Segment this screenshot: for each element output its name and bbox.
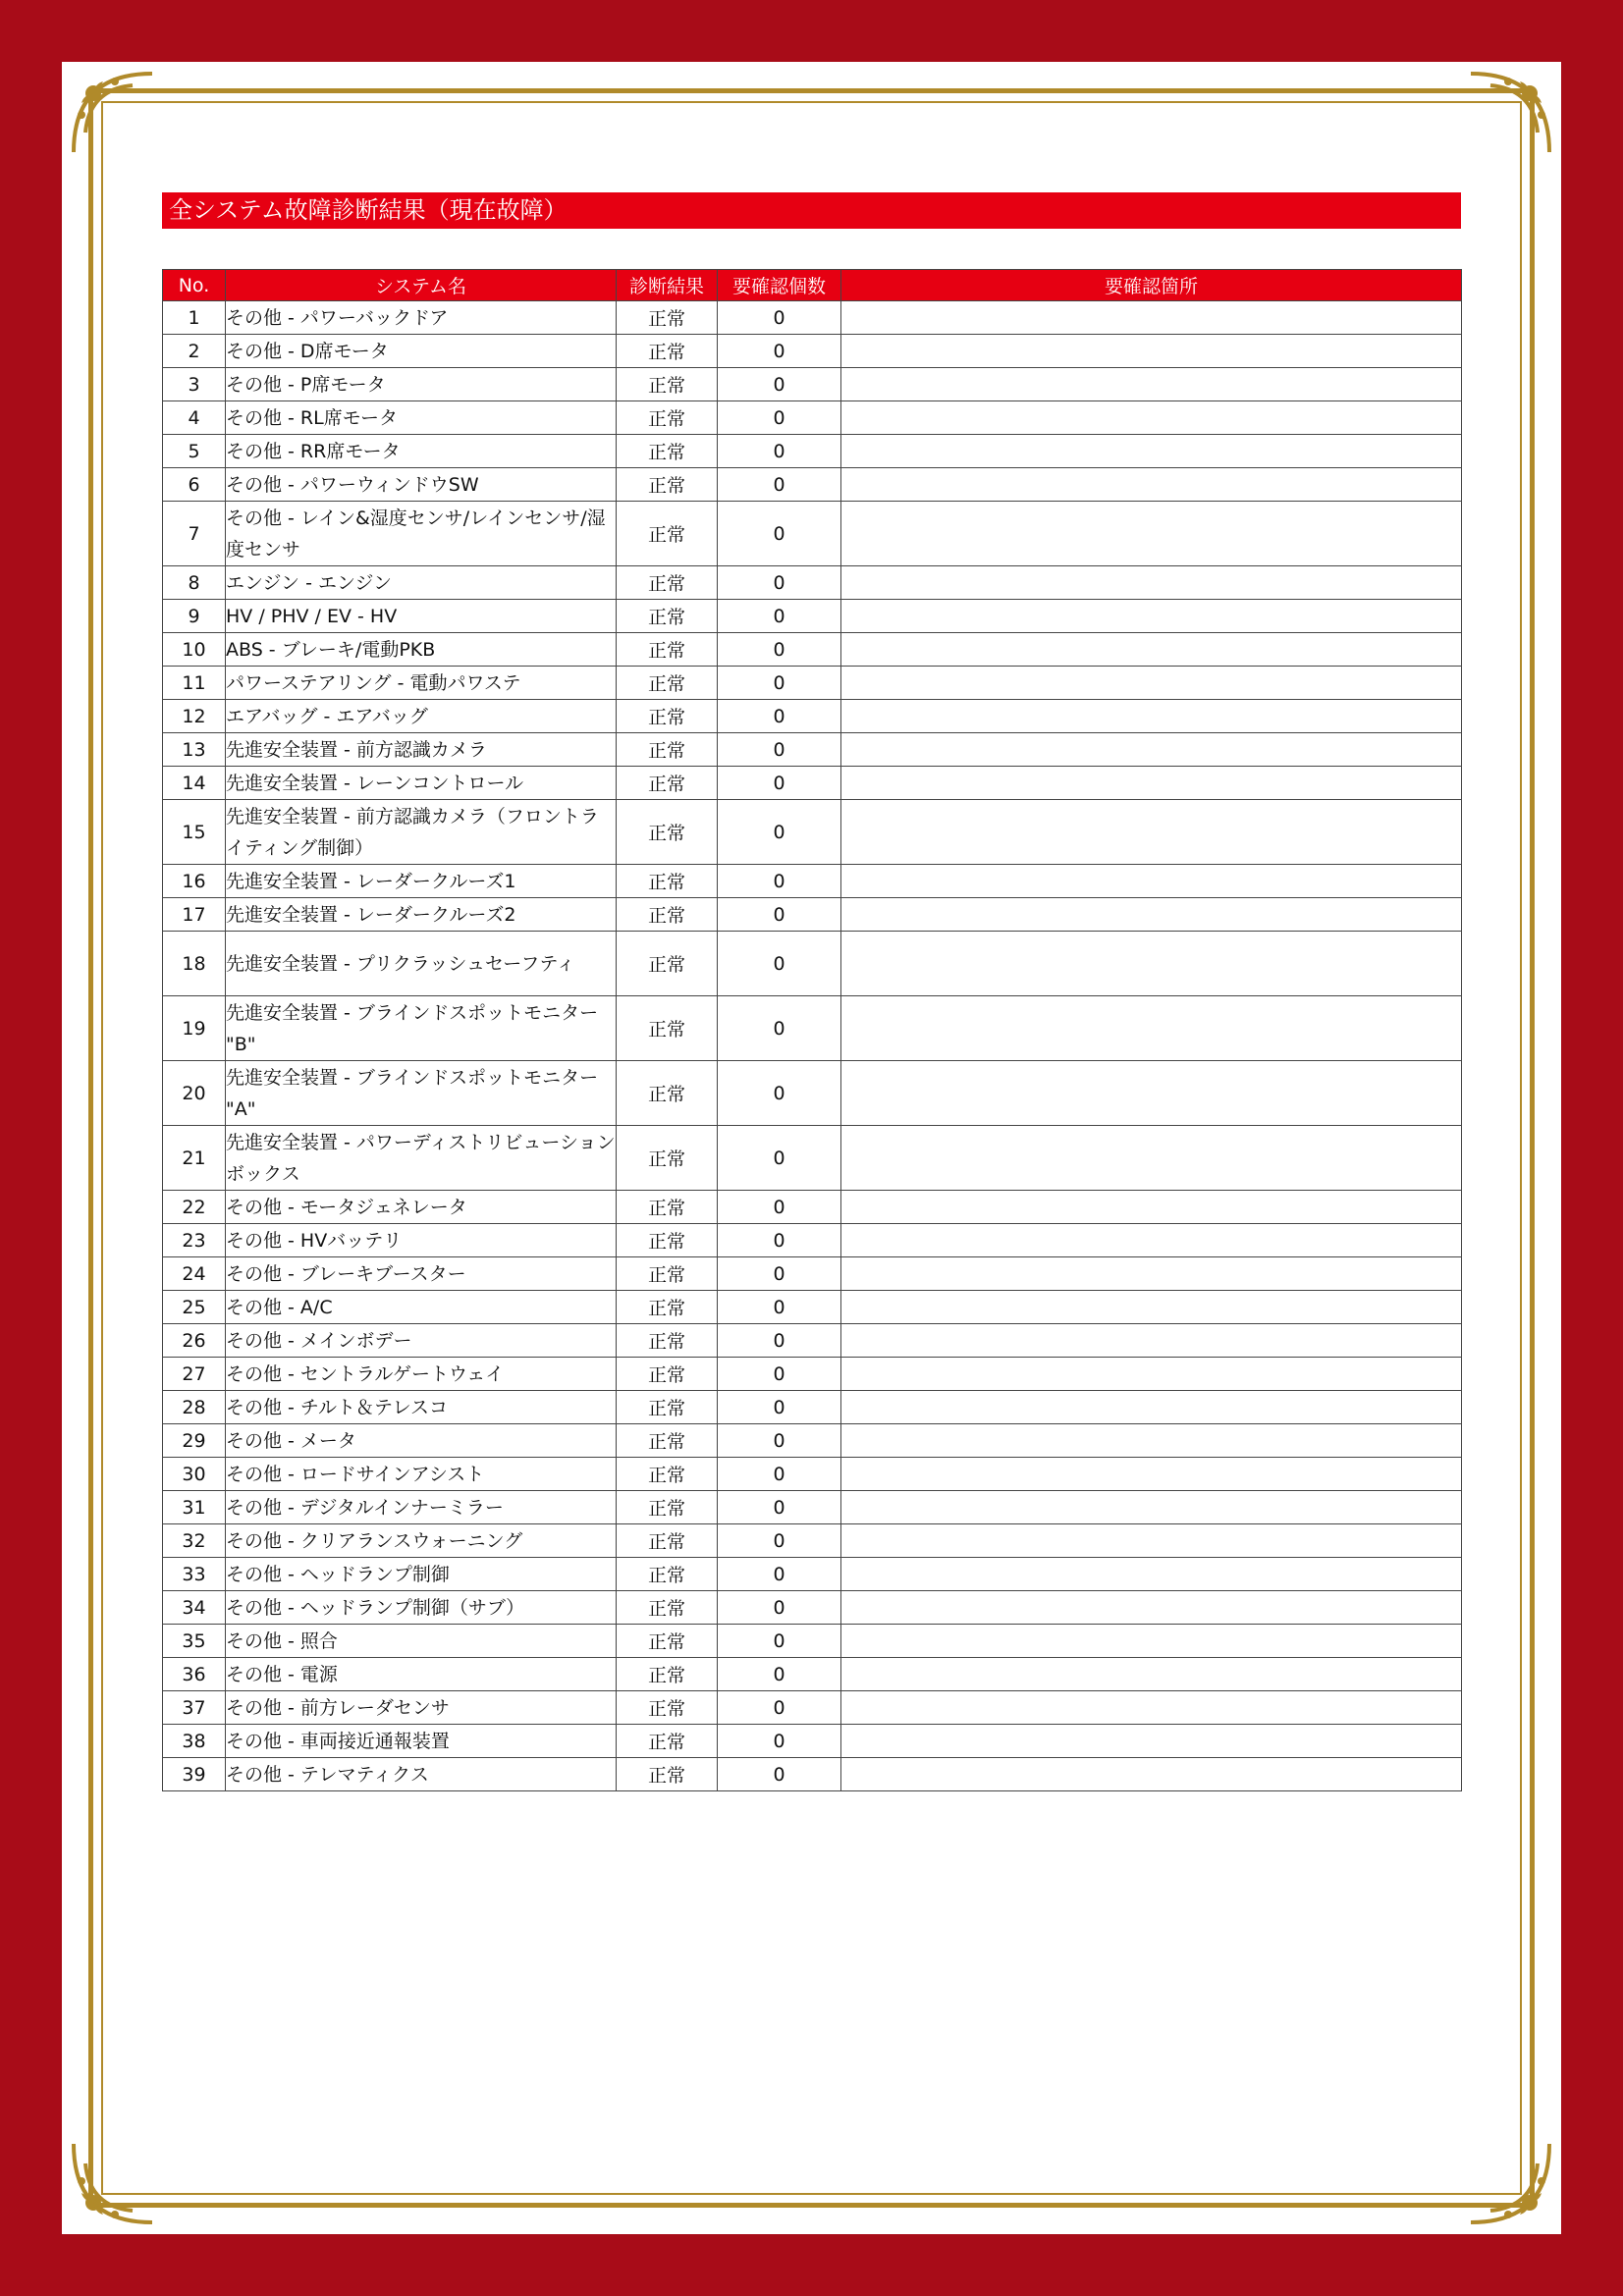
cell-result: 正常 bbox=[617, 401, 718, 435]
cell-result: 正常 bbox=[617, 435, 718, 468]
table-row bbox=[163, 468, 1462, 502]
cell-location bbox=[841, 368, 1462, 401]
cell-no: 27 bbox=[163, 1358, 226, 1391]
table-row bbox=[163, 1725, 1462, 1758]
cell-location bbox=[841, 301, 1462, 335]
cell-system-name: パワーステアリング - 電動パワステ bbox=[226, 667, 617, 700]
cell-count: 0 bbox=[718, 566, 841, 600]
cell-no: 38 bbox=[163, 1725, 226, 1758]
cell-result: 正常 bbox=[617, 1725, 718, 1758]
cell-count: 0 bbox=[718, 368, 841, 401]
table-row bbox=[163, 1224, 1462, 1257]
cell-count: 0 bbox=[718, 335, 841, 368]
cell-location bbox=[841, 898, 1462, 932]
cell-result: 正常 bbox=[617, 1424, 718, 1458]
cell-system-name: 先進安全装置 - パワーディストリビューションボックス bbox=[226, 1126, 617, 1191]
cell-system-name: その他 - レイン&湿度センサ/レインセンサ/湿度センサ bbox=[226, 502, 617, 566]
table-row bbox=[163, 1458, 1462, 1491]
cell-result: 正常 bbox=[617, 1191, 718, 1224]
table-row bbox=[163, 667, 1462, 700]
ornament-corner-icon bbox=[64, 2138, 158, 2232]
cell-count: 0 bbox=[718, 502, 841, 566]
cell-system-name: その他 - 前方レーダセンサ bbox=[226, 1691, 617, 1725]
cell-result: 正常 bbox=[617, 1558, 718, 1591]
cell-count: 0 bbox=[718, 1257, 841, 1291]
cell-result: 正常 bbox=[617, 1224, 718, 1257]
cell-no: 12 bbox=[163, 700, 226, 733]
cell-system-name: 先進安全装置 - プリクラッシュセーフティ bbox=[226, 932, 617, 996]
cell-count: 0 bbox=[718, 1725, 841, 1758]
cell-location bbox=[841, 1558, 1462, 1591]
table-row bbox=[163, 767, 1462, 800]
cell-system-name: その他 - HVバッテリ bbox=[226, 1224, 617, 1257]
header-system-name: システム名 bbox=[226, 270, 617, 301]
table-header-row bbox=[163, 270, 1462, 301]
cell-location bbox=[841, 1224, 1462, 1257]
cell-system-name: 先進安全装置 - ブラインドスポットモニター "B" bbox=[226, 996, 617, 1061]
cell-location bbox=[841, 633, 1462, 667]
table-row bbox=[163, 1191, 1462, 1224]
cell-location bbox=[841, 1491, 1462, 1524]
cell-location bbox=[841, 1758, 1462, 1791]
cell-count: 0 bbox=[718, 1126, 841, 1191]
cell-no: 36 bbox=[163, 1658, 226, 1691]
cell-result: 正常 bbox=[617, 996, 718, 1061]
cell-location bbox=[841, 1061, 1462, 1126]
cell-no: 5 bbox=[163, 435, 226, 468]
table-row bbox=[163, 1558, 1462, 1591]
cell-count: 0 bbox=[718, 767, 841, 800]
table-row bbox=[163, 633, 1462, 667]
cell-no: 1 bbox=[163, 301, 226, 335]
cell-result: 正常 bbox=[617, 1758, 718, 1791]
cell-system-name: 先進安全装置 - 前方認識カメラ bbox=[226, 733, 617, 767]
cell-system-name: その他 - メインボデー bbox=[226, 1324, 617, 1358]
cell-no: 24 bbox=[163, 1257, 226, 1291]
cell-result: 正常 bbox=[617, 301, 718, 335]
header-no: No. bbox=[163, 270, 226, 301]
table-row bbox=[163, 996, 1462, 1061]
cell-location bbox=[841, 667, 1462, 700]
table-row bbox=[163, 733, 1462, 767]
cell-result: 正常 bbox=[617, 1458, 718, 1491]
cell-count: 0 bbox=[718, 301, 841, 335]
table-row bbox=[163, 1391, 1462, 1424]
cell-no: 34 bbox=[163, 1591, 226, 1625]
table-row bbox=[163, 932, 1462, 996]
cell-no: 13 bbox=[163, 733, 226, 767]
cell-location bbox=[841, 865, 1462, 898]
cell-no: 8 bbox=[163, 566, 226, 600]
cell-result: 正常 bbox=[617, 1591, 718, 1625]
cell-result: 正常 bbox=[617, 1658, 718, 1691]
cell-result: 正常 bbox=[617, 368, 718, 401]
cell-location bbox=[841, 502, 1462, 566]
section-title: 全システム故障診断結果（現在故障） bbox=[162, 192, 1461, 229]
cell-result: 正常 bbox=[617, 633, 718, 667]
cell-no: 7 bbox=[163, 502, 226, 566]
cell-no: 28 bbox=[163, 1391, 226, 1424]
cell-system-name: 先進安全装置 - ブラインドスポットモニター "A" bbox=[226, 1061, 617, 1126]
cell-no: 26 bbox=[163, 1324, 226, 1358]
table-row bbox=[163, 1758, 1462, 1791]
cell-no: 35 bbox=[163, 1625, 226, 1658]
cell-no: 39 bbox=[163, 1758, 226, 1791]
cell-system-name: その他 - RR席モータ bbox=[226, 435, 617, 468]
cell-location bbox=[841, 1391, 1462, 1424]
cell-system-name: HV / PHV / EV - HV bbox=[226, 600, 617, 633]
cell-no: 37 bbox=[163, 1691, 226, 1725]
cell-no: 6 bbox=[163, 468, 226, 502]
cell-location bbox=[841, 932, 1462, 996]
cell-count: 0 bbox=[718, 600, 841, 633]
cell-count: 0 bbox=[718, 633, 841, 667]
cell-location bbox=[841, 1725, 1462, 1758]
table-row bbox=[163, 600, 1462, 633]
cell-count: 0 bbox=[718, 1658, 841, 1691]
cell-location bbox=[841, 1424, 1462, 1458]
cell-result: 正常 bbox=[617, 1126, 718, 1191]
cell-system-name: その他 - ブレーキブースター bbox=[226, 1257, 617, 1291]
cell-system-name: その他 - チルト＆テレスコ bbox=[226, 1391, 617, 1424]
cell-system-name: その他 - ロードサインアシスト bbox=[226, 1458, 617, 1491]
cell-result: 正常 bbox=[617, 502, 718, 566]
cell-system-name: その他 - D席モータ bbox=[226, 335, 617, 368]
cell-system-name: ABS - ブレーキ/電動PKB bbox=[226, 633, 617, 667]
cell-count: 0 bbox=[718, 435, 841, 468]
cell-system-name: その他 - 車両接近通報装置 bbox=[226, 1725, 617, 1758]
cell-no: 25 bbox=[163, 1291, 226, 1324]
cell-system-name: その他 - パワーウィンドウSW bbox=[226, 468, 617, 502]
table-row bbox=[163, 1291, 1462, 1324]
cell-location bbox=[841, 335, 1462, 368]
cell-system-name: その他 - テレマティクス bbox=[226, 1758, 617, 1791]
table-row bbox=[163, 335, 1462, 368]
cell-system-name: 先進安全装置 - レーンコントロール bbox=[226, 767, 617, 800]
cell-count: 0 bbox=[718, 733, 841, 767]
cell-system-name: その他 - 電源 bbox=[226, 1658, 617, 1691]
cell-system-name: その他 - モータジェネレータ bbox=[226, 1191, 617, 1224]
cell-no: 17 bbox=[163, 898, 226, 932]
cell-no: 29 bbox=[163, 1424, 226, 1458]
ornament-corner-icon bbox=[64, 64, 158, 158]
cell-system-name: エンジン - エンジン bbox=[226, 566, 617, 600]
cell-result: 正常 bbox=[617, 1625, 718, 1658]
cell-result: 正常 bbox=[617, 600, 718, 633]
cell-no: 30 bbox=[163, 1458, 226, 1491]
cell-count: 0 bbox=[718, 898, 841, 932]
cell-no: 14 bbox=[163, 767, 226, 800]
table-row bbox=[163, 435, 1462, 468]
cell-count: 0 bbox=[718, 1291, 841, 1324]
cell-count: 0 bbox=[718, 1191, 841, 1224]
cell-count: 0 bbox=[718, 1591, 841, 1625]
cell-no: 3 bbox=[163, 368, 226, 401]
cell-count: 0 bbox=[718, 468, 841, 502]
cell-location bbox=[841, 1191, 1462, 1224]
cell-no: 4 bbox=[163, 401, 226, 435]
cell-no: 18 bbox=[163, 932, 226, 996]
cell-system-name: その他 - クリアランスウォーニング bbox=[226, 1524, 617, 1558]
cell-location bbox=[841, 600, 1462, 633]
cell-result: 正常 bbox=[617, 468, 718, 502]
cell-location bbox=[841, 1291, 1462, 1324]
cell-count: 0 bbox=[718, 667, 841, 700]
cell-system-name: その他 - RL席モータ bbox=[226, 401, 617, 435]
table-row bbox=[163, 502, 1462, 566]
cell-location bbox=[841, 1691, 1462, 1725]
cell-no: 11 bbox=[163, 667, 226, 700]
cell-location bbox=[841, 700, 1462, 733]
cell-result: 正常 bbox=[617, 767, 718, 800]
table-row bbox=[163, 898, 1462, 932]
cell-count: 0 bbox=[718, 1358, 841, 1391]
cell-count: 0 bbox=[718, 1758, 841, 1791]
cell-location bbox=[841, 1324, 1462, 1358]
report-page bbox=[62, 62, 1561, 2234]
cell-count: 0 bbox=[718, 1625, 841, 1658]
cell-location bbox=[841, 1524, 1462, 1558]
cell-result: 正常 bbox=[617, 335, 718, 368]
cell-system-name: その他 - ヘッドランプ制御 bbox=[226, 1558, 617, 1591]
cell-location bbox=[841, 1625, 1462, 1658]
cell-count: 0 bbox=[718, 1458, 841, 1491]
cell-count: 0 bbox=[718, 1524, 841, 1558]
cell-location bbox=[841, 800, 1462, 865]
cell-count: 0 bbox=[718, 1391, 841, 1424]
cell-system-name: エアバッグ - エアバッグ bbox=[226, 700, 617, 733]
cell-result: 正常 bbox=[617, 1524, 718, 1558]
cell-system-name: その他 - A/C bbox=[226, 1291, 617, 1324]
cell-no: 19 bbox=[163, 996, 226, 1061]
cell-location bbox=[841, 767, 1462, 800]
cell-location bbox=[841, 1126, 1462, 1191]
table-row bbox=[163, 700, 1462, 733]
cell-location bbox=[841, 566, 1462, 600]
cell-system-name: その他 - デジタルインナーミラー bbox=[226, 1491, 617, 1524]
table-row bbox=[163, 1691, 1462, 1725]
cell-result: 正常 bbox=[617, 1691, 718, 1725]
cell-no: 10 bbox=[163, 633, 226, 667]
cell-count: 0 bbox=[718, 401, 841, 435]
cell-location bbox=[841, 1257, 1462, 1291]
cell-no: 21 bbox=[163, 1126, 226, 1191]
cell-count: 0 bbox=[718, 1491, 841, 1524]
cell-location bbox=[841, 1591, 1462, 1625]
table-row bbox=[163, 1257, 1462, 1291]
cell-system-name: その他 - パワーバックドア bbox=[226, 301, 617, 335]
ornament-corner-icon bbox=[1465, 2138, 1559, 2232]
table-row bbox=[163, 368, 1462, 401]
cell-count: 0 bbox=[718, 932, 841, 996]
cell-result: 正常 bbox=[617, 733, 718, 767]
cell-no: 9 bbox=[163, 600, 226, 633]
cell-count: 0 bbox=[718, 700, 841, 733]
cell-count: 0 bbox=[718, 996, 841, 1061]
cell-count: 0 bbox=[718, 1424, 841, 1458]
table-row bbox=[163, 1061, 1462, 1126]
cell-result: 正常 bbox=[617, 898, 718, 932]
cell-system-name: その他 - メータ bbox=[226, 1424, 617, 1458]
table-row bbox=[163, 1658, 1462, 1691]
header-location: 要確認箇所 bbox=[841, 270, 1462, 301]
cell-result: 正常 bbox=[617, 1291, 718, 1324]
header-count: 要確認個数 bbox=[718, 270, 841, 301]
cell-result: 正常 bbox=[617, 566, 718, 600]
diagnosis-table bbox=[162, 269, 1462, 1791]
cell-result: 正常 bbox=[617, 1391, 718, 1424]
ornament-corner-icon bbox=[1465, 64, 1559, 158]
cell-no: 32 bbox=[163, 1524, 226, 1558]
table-row bbox=[163, 1358, 1462, 1391]
cell-no: 2 bbox=[163, 335, 226, 368]
table-row bbox=[163, 401, 1462, 435]
cell-location bbox=[841, 1458, 1462, 1491]
cell-count: 0 bbox=[718, 1224, 841, 1257]
cell-result: 正常 bbox=[617, 1324, 718, 1358]
cell-count: 0 bbox=[718, 800, 841, 865]
cell-no: 16 bbox=[163, 865, 226, 898]
cell-location bbox=[841, 401, 1462, 435]
cell-result: 正常 bbox=[617, 800, 718, 865]
table-row bbox=[163, 865, 1462, 898]
table-row bbox=[163, 1524, 1462, 1558]
table-row bbox=[163, 1126, 1462, 1191]
table-row bbox=[163, 566, 1462, 600]
cell-no: 22 bbox=[163, 1191, 226, 1224]
cell-result: 正常 bbox=[617, 1491, 718, 1524]
cell-location bbox=[841, 996, 1462, 1061]
cell-result: 正常 bbox=[617, 700, 718, 733]
cell-no: 15 bbox=[163, 800, 226, 865]
cell-location bbox=[841, 468, 1462, 502]
table-row bbox=[163, 1424, 1462, 1458]
cell-count: 0 bbox=[718, 1691, 841, 1725]
cell-count: 0 bbox=[718, 1324, 841, 1358]
cell-count: 0 bbox=[718, 1061, 841, 1126]
cell-result: 正常 bbox=[617, 1358, 718, 1391]
cell-system-name: その他 - 照合 bbox=[226, 1625, 617, 1658]
cell-system-name: 先進安全装置 - レーダークルーズ2 bbox=[226, 898, 617, 932]
cell-no: 31 bbox=[163, 1491, 226, 1524]
header-result: 診断結果 bbox=[617, 270, 718, 301]
cell-system-name: 先進安全装置 - レーダークルーズ1 bbox=[226, 865, 617, 898]
table-row bbox=[163, 1591, 1462, 1625]
cell-no: 33 bbox=[163, 1558, 226, 1591]
cell-system-name: その他 - ヘッドランプ制御（サブ） bbox=[226, 1591, 617, 1625]
cell-location bbox=[841, 733, 1462, 767]
cell-count: 0 bbox=[718, 1558, 841, 1591]
cell-result: 正常 bbox=[617, 1061, 718, 1126]
table-row bbox=[163, 800, 1462, 865]
cell-location bbox=[841, 1358, 1462, 1391]
cell-system-name: その他 - セントラルゲートウェイ bbox=[226, 1358, 617, 1391]
cell-location bbox=[841, 435, 1462, 468]
cell-result: 正常 bbox=[617, 865, 718, 898]
cell-system-name: 先進安全装置 - 前方認識カメラ（フロントライティング制御） bbox=[226, 800, 617, 865]
table-row bbox=[163, 1625, 1462, 1658]
table-row bbox=[163, 1324, 1462, 1358]
cell-result: 正常 bbox=[617, 667, 718, 700]
table-row bbox=[163, 301, 1462, 335]
cell-no: 23 bbox=[163, 1224, 226, 1257]
cell-system-name: その他 - P席モータ bbox=[226, 368, 617, 401]
table-row bbox=[163, 1491, 1462, 1524]
cell-count: 0 bbox=[718, 865, 841, 898]
cell-result: 正常 bbox=[617, 932, 718, 996]
cell-location bbox=[841, 1658, 1462, 1691]
cell-no: 20 bbox=[163, 1061, 226, 1126]
cell-result: 正常 bbox=[617, 1257, 718, 1291]
